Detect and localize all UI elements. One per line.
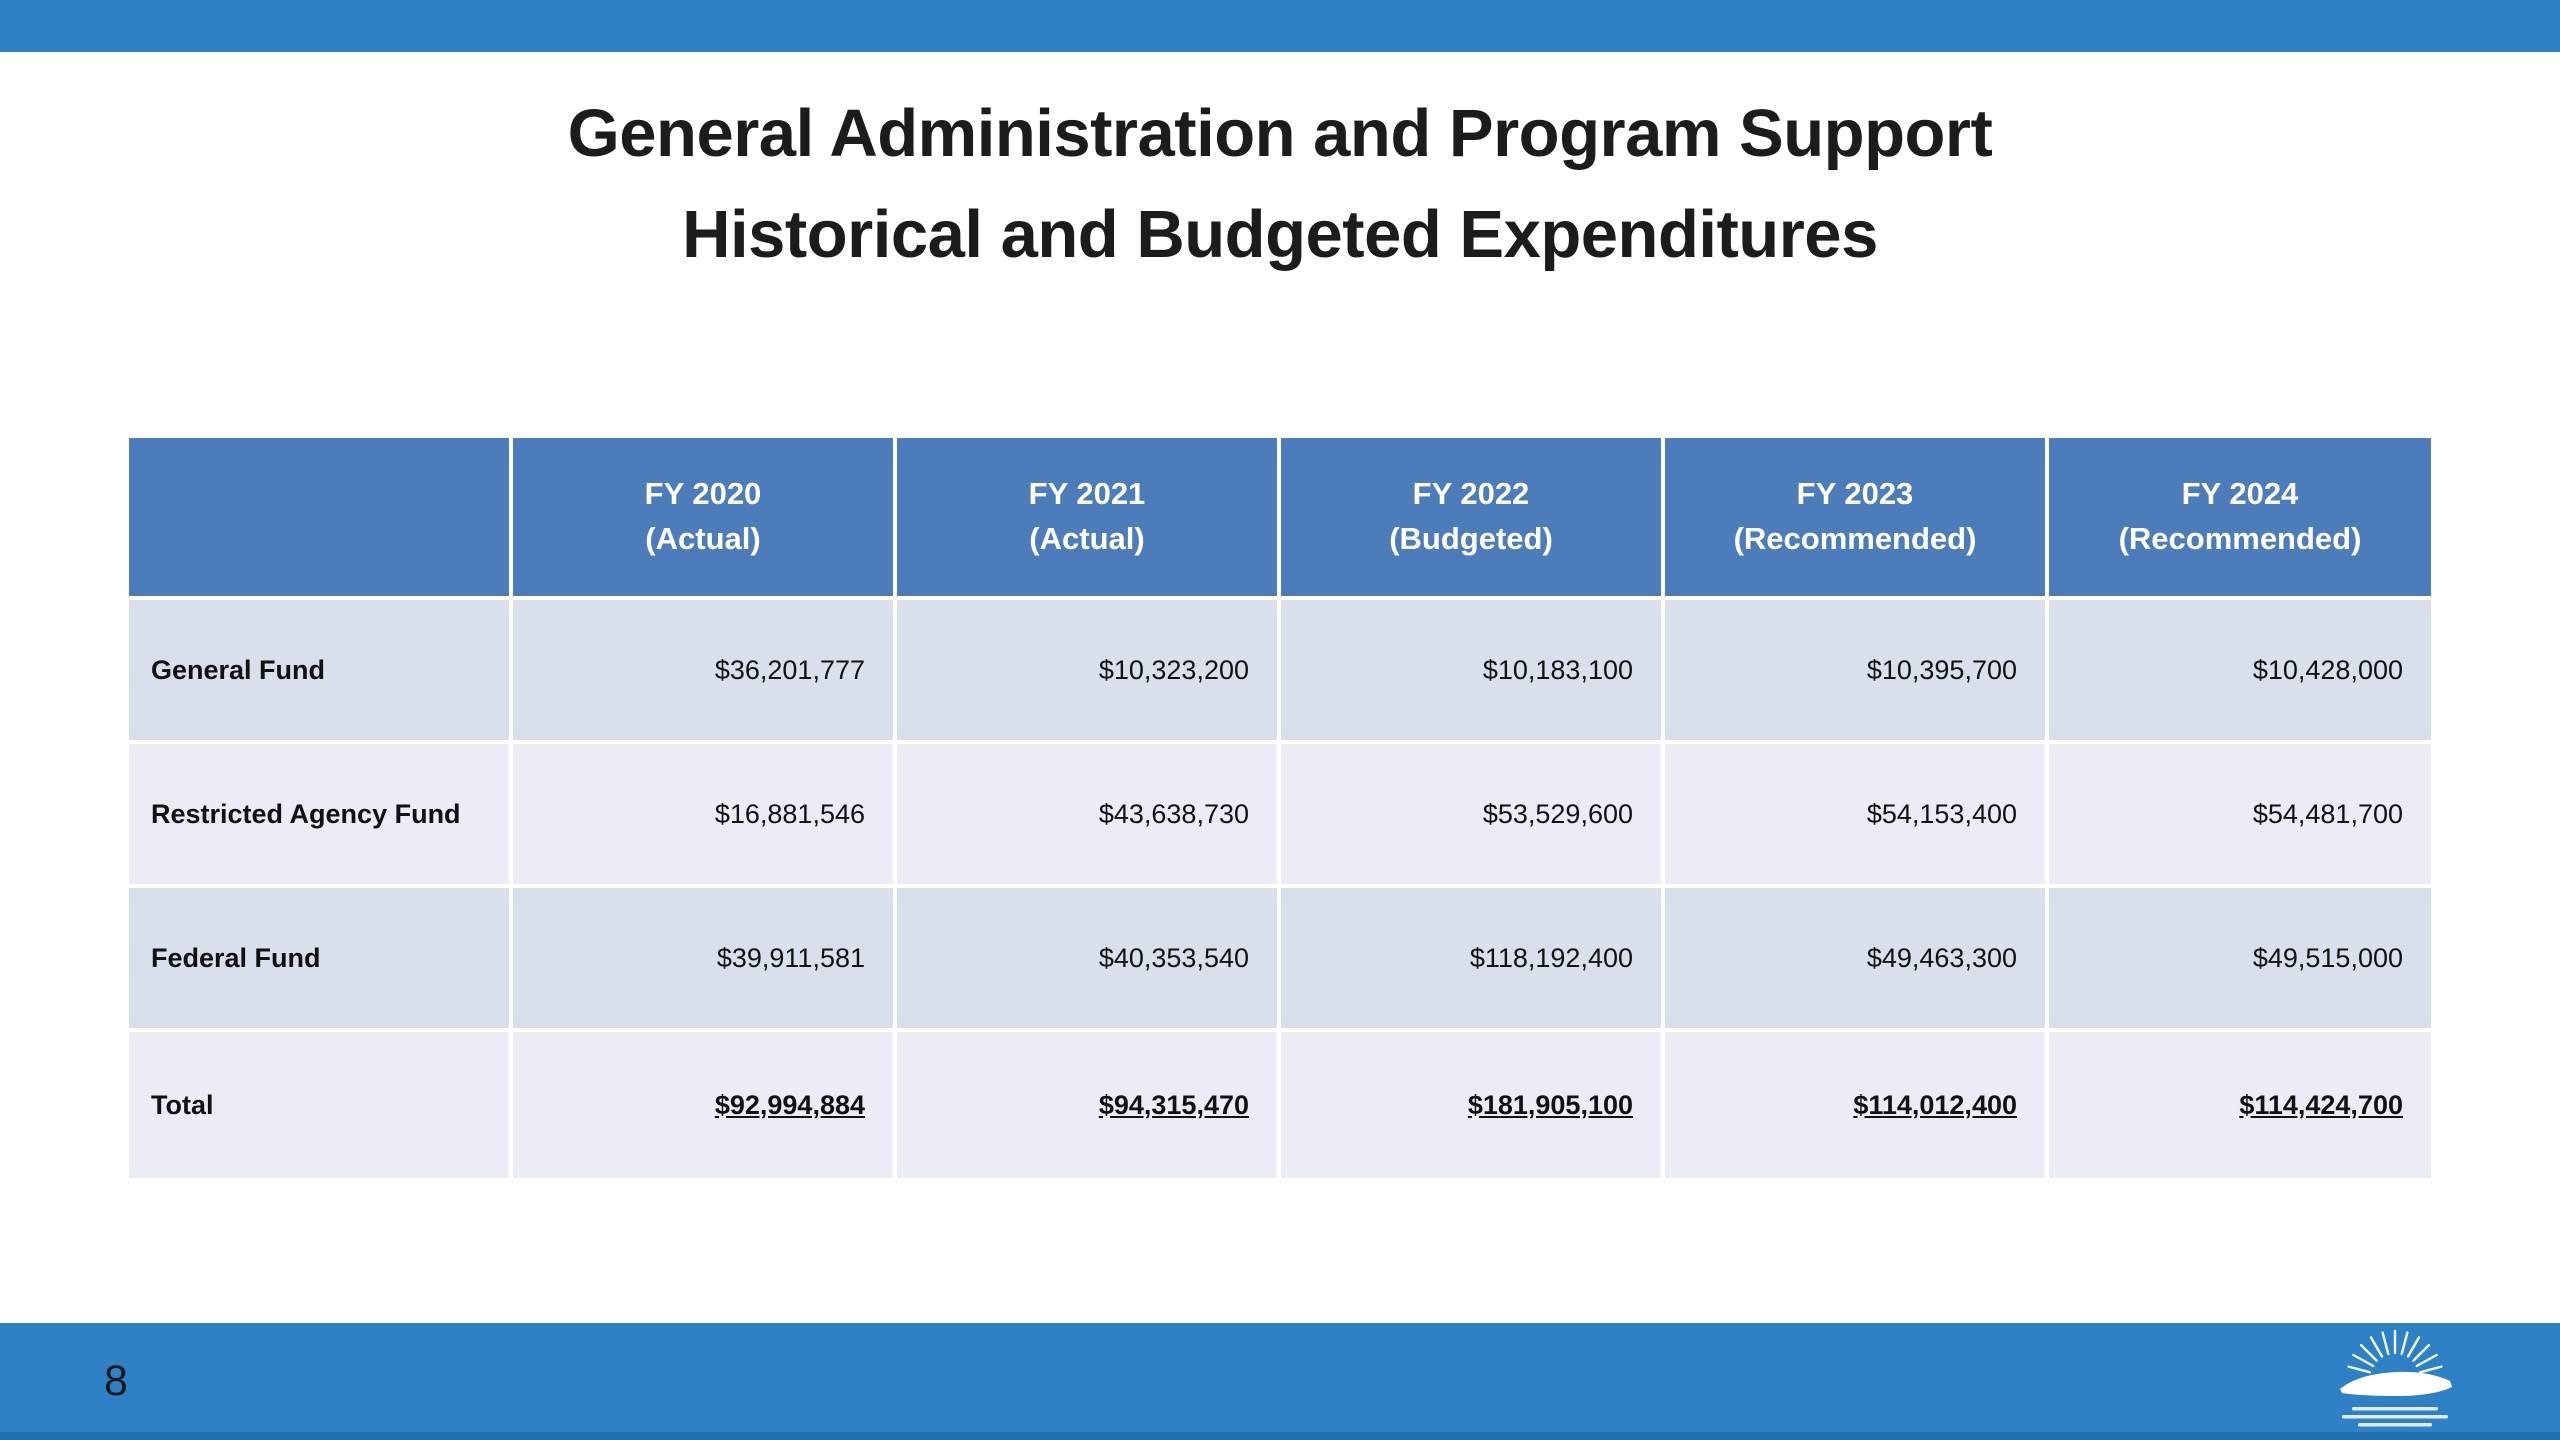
col-header-fy2024 (2047, 438, 2431, 598)
value-cell: $49,463,300 (1663, 886, 2047, 1030)
col-header-kind: (Recommended) (1733, 521, 1977, 556)
col-header-fy2021 (895, 438, 1279, 598)
table-row-restricted-agency-fund (129, 742, 2431, 886)
expenditures-table (129, 438, 2431, 1178)
bottom-edge-strip (0, 1432, 2560, 1440)
state-silhouette (2340, 1372, 2452, 1396)
corner-cell (129, 438, 511, 598)
page-number: 8 (104, 1357, 128, 1405)
value-cell: $54,153,400 (1663, 742, 2047, 886)
table-header-row (129, 438, 2431, 598)
col-header-year: FY 2024 (2181, 476, 2299, 512)
value-cell: $118,192,400 (1279, 886, 1663, 1030)
title-line-2: Historical and Budgeted Expenditures (682, 196, 1878, 272)
col-header-kind: (Budgeted) (1389, 521, 1553, 556)
table-row-federal-fund (129, 886, 2431, 1030)
value-cell: $54,481,700 (2047, 742, 2431, 886)
sunburst-rays (2349, 1331, 2442, 1372)
value-cell: $16,881,546 (511, 742, 895, 886)
col-header-fy2020 (511, 438, 895, 598)
table-row-general-fund (129, 598, 2431, 742)
row-label-federal-fund: Federal Fund (129, 886, 511, 1030)
total-value-cell: $114,424,700 (2047, 1030, 2431, 1178)
value-cell: $40,353,540 (895, 886, 1279, 1030)
col-header-year: FY 2022 (1412, 476, 1530, 512)
kentucky-sunburst-logo (2320, 1327, 2472, 1435)
bottom-accent-bar (0, 1323, 2560, 1440)
col-header-year: FY 2021 (1028, 476, 1146, 512)
table-row-total (129, 1030, 2431, 1178)
slide-title (0, 84, 2560, 285)
value-cell: $49,515,000 (2047, 886, 2431, 1030)
logo-caption-lines (2342, 1407, 2448, 1427)
col-header-kind: (Recommended) (2118, 521, 2362, 556)
col-header-kind: (Actual) (1029, 521, 1145, 556)
row-label-general-fund: General Fund (129, 598, 511, 742)
title-line-1: General Administration and Program Support (567, 96, 1993, 171)
total-value-cell: $94,315,470 (895, 1030, 1279, 1178)
total-value-cell: $181,905,100 (1279, 1030, 1663, 1178)
value-cell: $10,183,100 (1279, 598, 1663, 742)
value-cell: $10,428,000 (2047, 598, 2431, 742)
col-header-fy2023 (1663, 438, 2047, 598)
value-cell: $53,529,600 (1279, 742, 1663, 886)
col-header-year: FY 2020 (644, 476, 762, 512)
row-label-total: Total (129, 1030, 511, 1178)
value-cell: $36,201,777 (511, 598, 895, 742)
row-label-restricted-agency-fund: Restricted Agency Fund (129, 742, 511, 886)
value-cell: $39,911,581 (511, 886, 895, 1030)
top-accent-bar (0, 0, 2560, 52)
col-header-fy2022 (1279, 438, 1663, 598)
col-header-year: FY 2023 (1796, 476, 1914, 512)
total-value-cell: $92,994,884 (511, 1030, 895, 1178)
col-header-kind: (Actual) (645, 521, 761, 556)
value-cell: $43,638,730 (895, 742, 1279, 886)
value-cell: $10,395,700 (1663, 598, 2047, 742)
value-cell: $10,323,200 (895, 598, 1279, 742)
total-value-cell: $114,012,400 (1663, 1030, 2047, 1178)
